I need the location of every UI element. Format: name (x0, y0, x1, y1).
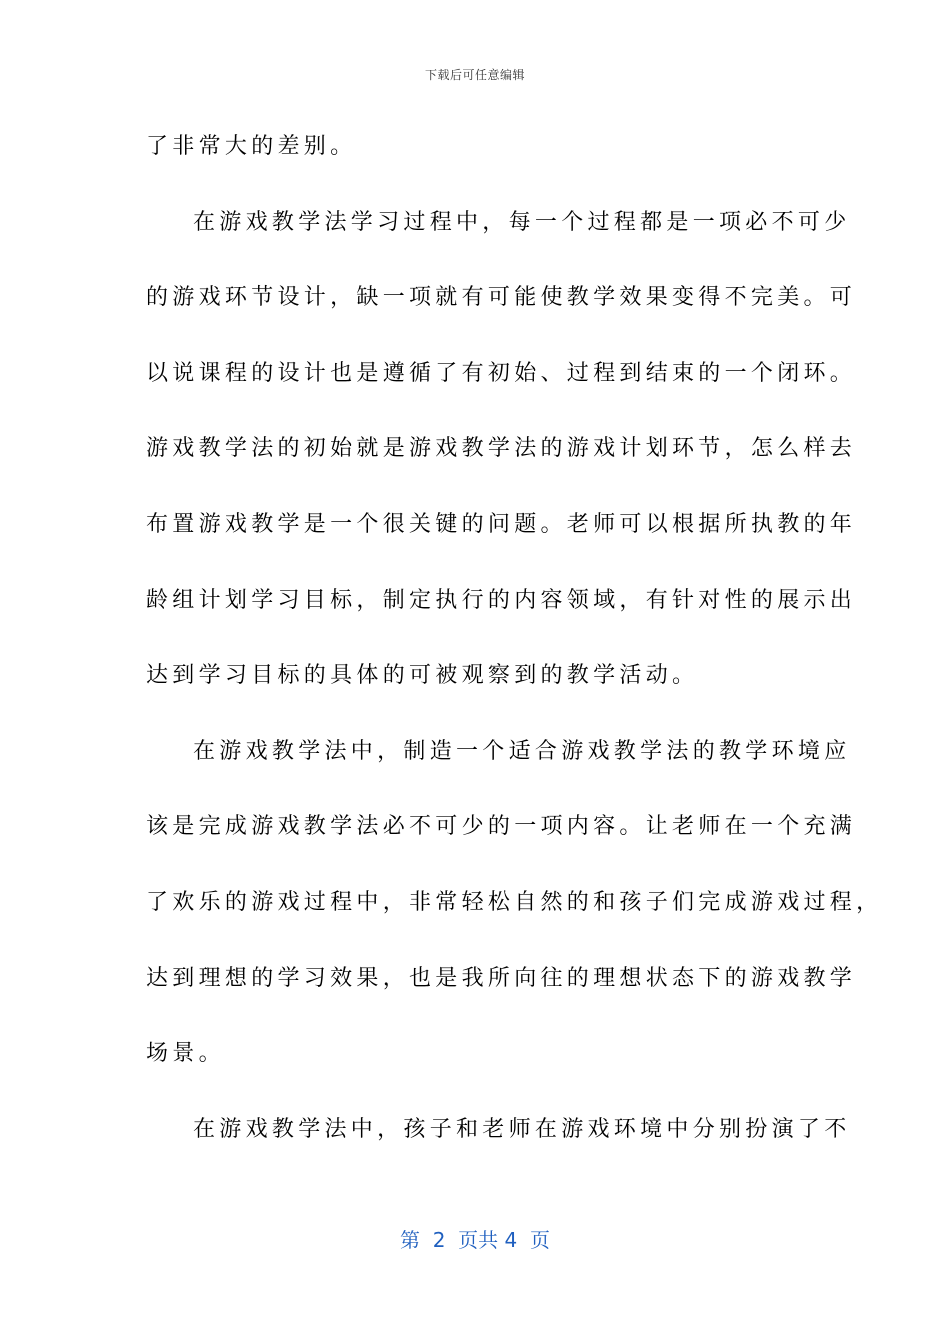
paragraph-start-line: 在游戏教学法中，制造一个适合游戏教学法的教学环境应 (193, 738, 851, 764)
text-line: 了非常大的差别。 (146, 134, 357, 159)
document-body (146, 118, 883, 1176)
text-line: 场景。 (146, 1041, 225, 1067)
text-line: 龄组计划学习目标，制定执行的内容领域，有针对性的展示出 (146, 587, 857, 613)
paragraph-start-line: 在游戏教学法学习过程中，每一个过程都是一项必不可少 (193, 209, 851, 235)
text-line: 游戏教学法的初始就是游戏教学法的游戏计划环节，怎么样去 (146, 436, 857, 462)
page-header-note: 下载后可任意编辑 (424, 68, 525, 82)
text-line: 以说课程的设计也是遵循了有初始、过程到结束的一个闭环。 (146, 360, 857, 386)
text-line: 该是完成游戏教学法必不可少的一项内容。让老师在一个充满 (146, 814, 857, 840)
text-line: 达到学习目标的具体的可被观察到的教学活动。 (146, 663, 699, 689)
text-line: 布置游戏教学是一个很关键的问题。老师可以根据所执教的年 (146, 511, 857, 537)
page-number-footer: 第 2 页共 4 页 (400, 1228, 550, 1252)
text-line: 了欢乐的游戏过程中，非常轻松自然的和孩子们完成游戏过程， (146, 889, 883, 915)
text-line: 达到理想的学习效果，也是我所向往的理想状态下的游戏教学 (146, 965, 857, 991)
text-line: 的游戏环节设计，缺一项就有可能使教学效果变得不完美。可 (146, 285, 857, 311)
paragraph-start-line: 在游戏教学法中，孩子和老师在游戏环境中分别扮演了不 (193, 1116, 851, 1142)
